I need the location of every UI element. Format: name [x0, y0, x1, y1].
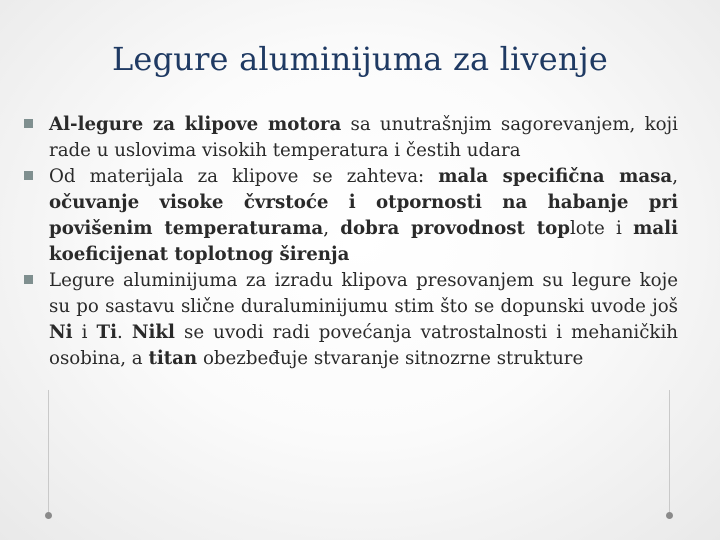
text: i [72, 322, 97, 343]
text: , [672, 166, 678, 187]
bold-text: mali koeficijenat toplotnog širenja [49, 218, 678, 265]
bold-text: Al-legure za klipove motora [49, 114, 342, 135]
decorative-line-left [48, 390, 49, 512]
bullet-item [22, 268, 678, 372]
bullet-item [22, 164, 678, 268]
decorative-line-right [669, 390, 670, 512]
text: lote i [569, 218, 634, 239]
bullet-list [22, 112, 678, 372]
bold-text: Ti [96, 322, 117, 343]
bold-text: očuvanje visoke čvrstoće i otpornosti na habanje pri povišenim temperaturama [49, 192, 678, 239]
text: . [116, 322, 132, 343]
slide-title: Legure aluminijuma za livenje [111, 40, 609, 78]
text: Od materijala za klipove se zahteva: [49, 166, 439, 187]
text: Legure aluminijuma za izradu klipova presovanjem su legure koje su po sastavu slične duraluminijumu stim što se dopunski uvode još [49, 270, 678, 317]
bold-text: Nikl [131, 322, 175, 343]
bold-text: Ni [49, 322, 73, 343]
square-bullet-icon [24, 119, 33, 128]
bold-text: titan [148, 348, 198, 369]
text: se uvodi radi povećanja vatrostalnosti i mehaničkih osobina, a [49, 322, 678, 369]
bold-text: mala specifična masa [438, 166, 673, 187]
decorative-dot-right [666, 512, 673, 519]
square-bullet-icon [24, 275, 33, 284]
text: , [323, 218, 341, 239]
text: sa unutrašnjim sagorevanjem, koji rade u uslovima visokih temperatura i čestih udara [49, 114, 678, 161]
text: obezbeđuje stvaranje sitnozrne strukture [197, 348, 584, 369]
bullet-item [22, 112, 678, 164]
decorative-dot-left [45, 512, 52, 519]
square-bullet-icon [24, 171, 33, 180]
bold-text: dobra provodnost top [340, 218, 570, 239]
